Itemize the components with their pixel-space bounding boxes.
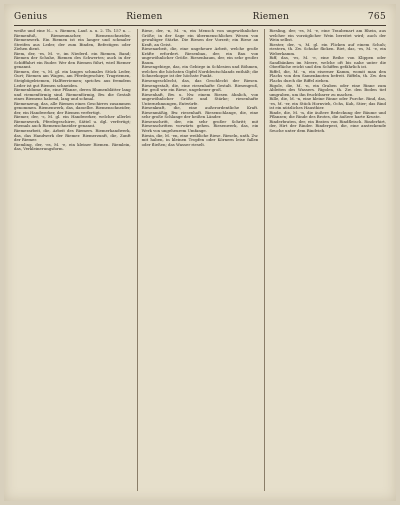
entry-paragraph: Riffel, die, M. -n, ein eiserner Kamm, womit man den Flachs von den Samenknoten befreit. Riffeln, th. Zw. den Flachs durch die Riffel ziehen.: [269, 68, 387, 84]
entry-paragraph: Riesengeschlecht, das, das Geschlecht der Riesen. Riesengestalt, die, eine riesenhafte Gestalt. Riesengroß, Bw. groß wie ein Riese, ungeheuer groß.: [141, 78, 259, 93]
text-columns: [14, 29, 386, 491]
entry-paragraph: Riemen, der, -s, M. gl. ein langes schmales Stück Leder, Gurt; Riemen am Wagen, am Pferdegeschirr, Tragriemen, Steigbügelriemen, Halfterriemen; sprichw. aus fremdem Leder ist gut Riemen schneiden.: [14, 68, 131, 88]
document-page: [4, 4, 396, 501]
entry-paragraph: Rinde, die, M. -n, die äußere Bedeckung der Bäume und Pflanzen; die Rinde des Brotes, die äußere harte Kruste.: [269, 109, 387, 120]
header-left-word: Genius: [14, 12, 48, 22]
entry-paragraph: weiße und eine N... s. Riemen, Lauf. a. u. 2. Th. 157 n. .. Riemenfuß, Riemenmacher, Riemenschneider, Riemenwerk. Ein Riemen ist ein langer und schmaler Streifen aus Leder, der zum Binden, Befestigen oder Ziehen dient.: [14, 29, 131, 52]
entry-paragraph: Riff, das, -es, M. -e, eine Reihe von Klippen oder Sandbänken im Meere, welche oft bis nahe unter die Oberfläche reicht und den Schiffen gefährlich ist.: [269, 55, 387, 70]
entry-paragraph: Riem, der, -es, M. -e, im Niederd. ein Riemen, Band; Riemen der Schuhe, Riemen des Schwertes; auch in der Schifffahrt ein Ruder. Wer den Riemen führt, wird Riemer genannt.: [14, 50, 131, 70]
header-rule: [14, 25, 386, 26]
entry-paragraph: Rille, die, M. -n, eine kleine Rinne oder Furche. Rind, das, -es, M. -er, ein Stück Hornvieh, Ochs, Kuh, Stier; das Rind ist ein nützliches Hausthier.: [269, 96, 387, 111]
entry-paragraph: Riemer, der, -s, M. gl. ein Handwerker, welcher allerlei Riemenwerk, Pferdegeschirre, Sättel u. dgl. verfertigt; ehemals auch Riemenschneider genannt.: [14, 114, 131, 129]
entry-paragraph: Riesenarbeit, die, eine ungeheure Arbeit, welche große Kräfte erfordert. Riesenbau, der, ein Bau von ungewöhnlicher Größe. Riesenbaum, der, ein sehr großer Baum.: [141, 46, 259, 65]
entry-paragraph: Riesling, der, -es, M. -e, eine Traubenart am Rhein, aus welcher ein vorzüglicher Wein bereitet wird; auch der Wein selbst.: [269, 29, 387, 43]
page-header: [14, 10, 386, 24]
entry-paragraph: Rigole, die, M. -n, ein Graben oder eine Rinne zum Ableiten des Wassers. Rigolen, th. Zw. den Boden tief umgraben, um ihn fruchtbarer zu machen.: [269, 82, 387, 97]
entry-paragraph: Riemling, der, -es, M. -e, ein kleiner Riemen. Riemlein, das, Verkleinerungsform.: [14, 141, 131, 152]
column-2: [137, 29, 259, 491]
column-1: [14, 29, 131, 491]
header-center-right-word: Riemen: [252, 12, 290, 22]
column-3: [264, 29, 386, 491]
entry-paragraph: Riester, der, -s, M. gl. ein Flicken auf einem Schuh; riestern, th. Zw. Schuhe flicken. Riet, das, -es, M. -e, ein Weberkamm.: [269, 41, 387, 56]
entry-paragraph: Riesenhaft, Bw. u. Nw. einem Riesen ähnlich, von ungewöhnlicher Größe und Stärke; riesenhafte Unternehmungen, Entwürfe.: [141, 91, 259, 106]
entry-paragraph: Riese, der, -n, M. -n, ein Mensch von ungewöhnlicher Größe; in der Sage ein übermenschliches Wesen von gewaltiger Stärke. Die Riesen der Vorzeit; ein Riese an Kraft, an Geist.: [141, 29, 259, 47]
entry-paragraph: Riesin, die, M. -en, eine weibliche Riese. Rieseln, unth. Zw. mit haben, in kleinen Tropfen oder Körnern leise fallen oder fließen; das Wasser rieselt.: [141, 132, 259, 147]
header-center-left-word: Riemen: [126, 12, 163, 22]
entry-paragraph: Riemerarbeit, die, Arbeit des Riemers. Riemerhandwerk, das, das Handwerk der Riemer. Riemerzunft, die, Zunft der Riemer.: [14, 128, 131, 143]
entry-paragraph: Riemenblume, die, eine Pflanze, deren Blumenblätter lang und riemenförmig sind. Riemenförmig, Bw. die Gestalt eines Riemens habend, lang und schmal.: [14, 87, 131, 102]
entry-paragraph: Riesenkraft, die, eine außerordentliche Kraft. Riesenmäßig, Bw. riesenhaft. Riesenschlange, die, eine sehr große Schlange der heißen Länder.: [141, 105, 259, 120]
entry-paragraph: Riesengebirge, das, ein Gebirge in Schlesien und Böhmen, welches die höchsten Gipfel Norddeutschlands enthält; die Schneekoppe ist der höchste Punkt.: [141, 64, 259, 79]
page-number: 765: [367, 12, 386, 22]
entry-paragraph: Rinderbraten, der, ein Braten von Rindfleisch. Rinderhirt, der, Hirt der Rinder. Rinderpest, die, eine ansteckende Seuche unter dem Rindvieh.: [269, 118, 387, 134]
entry-paragraph: Riemenzeug, das, alle Riemen eines Geschirres zusammen genommen. Riemenwerk, das, dasselbe. Riemenschneider, der, ein Handwerker, der Riemen verfertigt.: [14, 100, 131, 115]
entry-paragraph: Riesenschritt, der, ein sehr großer Schritt; mit Riesenschritten vorwärts gehen. Riesenwerk, das, ein Werk von ungeheurem Umfange.: [141, 118, 259, 134]
